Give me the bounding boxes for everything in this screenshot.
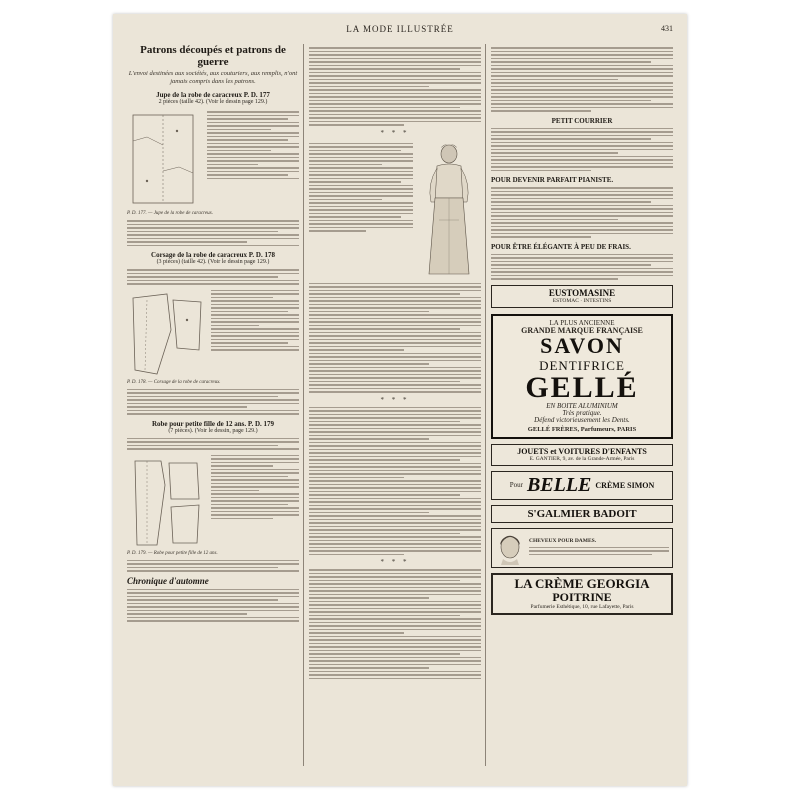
cheveux-title: CHEVEUX POUR DAMES. [529, 537, 597, 544]
patterns-subheading: L'envoi destinées aux sociétés, aux couturiers, aux remplis, n'ont jamais compris dans les patrons. [128, 70, 298, 85]
caption-179: P. D. 179. — Robe pour petite fille de 12 ans. [127, 550, 218, 556]
ad-eustomasine [491, 285, 673, 308]
section-177-sub: 2 pièces (taille 42). (Voir le dessin page 129.) [158, 99, 268, 105]
caption-178: P. D. 178. — Corsage de la robe de caracreux. [127, 379, 221, 385]
fashion-figure-illustration [417, 140, 481, 280]
section-177-title: Jupe de la robe de caracreux P. D. 177 [156, 91, 270, 99]
text-block [309, 143, 413, 232]
section-178-sub: (3 pièces) (taille 42). (Voir le dessin page 129.) [156, 259, 270, 265]
ad-creme-georgia [491, 573, 673, 615]
creme-simon-text: CRÈME SIMON [595, 480, 655, 490]
ad-savon-gelle [491, 314, 673, 439]
text-block [211, 290, 299, 351]
column-middle [309, 44, 481, 681]
text-block [127, 560, 299, 572]
text-block [491, 128, 673, 172]
section-178-title: Corsage de la robe de caracreux P. D. 178 [151, 251, 275, 259]
chronique-heading: Chronique d'automne [127, 575, 209, 586]
page-header [113, 24, 687, 38]
parfumerie-text: Parfumerie Esthétique, 10, rue Lafayette, Paris [530, 603, 634, 610]
eustomasine-title: EUSTOMASINE [548, 287, 616, 298]
gelle-pratique: Très pratique. [562, 408, 602, 417]
text-block [127, 269, 299, 285]
pour-text: Pour [509, 480, 523, 489]
section-divider: * * * [380, 558, 410, 566]
caption-177: P. D. 177. — Jupe de la robe de caracreux. [127, 211, 214, 216]
text-block [491, 187, 673, 238]
gelle-brand-line: GRANDE MARQUE FRANÇAISE [521, 325, 643, 335]
pattern-diagram-177 [127, 111, 203, 211]
text-block [127, 438, 299, 450]
ad-creme-simon [491, 471, 673, 500]
gelle-text: GELLÉ [525, 370, 639, 404]
pattern-diagram-179 [127, 455, 207, 551]
gelle-freres: GELLÉ FRÈRES, Parfumeurs, PARIS [527, 425, 637, 433]
text-block [309, 569, 481, 679]
gelle-top-line: LA PLUS ANCIENNE [549, 318, 615, 327]
text-block [211, 455, 299, 520]
section-divider: * * * [380, 395, 410, 404]
frais-heading: POUR ÊTRE ÉLÉGANTE À PEU DE FRAIS. [491, 242, 631, 251]
text-block [491, 254, 673, 280]
text-block [207, 111, 299, 179]
pianiste-heading: POUR DEVENIR PARFAIT PIANISTE. [491, 176, 614, 184]
st-galmier-text: S'GALMIER BADOIT [527, 507, 637, 520]
newspaper-page [113, 14, 687, 786]
ad-st-galmier [491, 505, 673, 523]
text-block [127, 589, 299, 622]
gelle-boite: EN BOITE ALUMINIUM [546, 401, 618, 410]
text-block [309, 47, 481, 126]
poitrine-text: POITRINE [552, 589, 612, 604]
patterns-heading: Patrons découpés et patrons de guerre [140, 44, 286, 68]
jouets-title: JOUETS et VOITURES D'ENFANTS [517, 446, 647, 456]
creme-georgia-text: LA CRÈME GEORGIA [514, 575, 650, 591]
hair-portrait-illustration [495, 531, 525, 565]
column-left [127, 44, 299, 624]
section-179-sub: (7 pièces). (Voir le dessin, page 129.) [168, 427, 258, 434]
column-rule-2 [485, 44, 486, 766]
jouets-sub: E. GANTIER, 9, av. de la Grande-Armée, Paris [529, 455, 635, 462]
savon-text: SAVON [540, 332, 624, 358]
column-right [491, 44, 673, 615]
text-block [491, 47, 673, 112]
pattern-diagram-178 [127, 290, 207, 380]
journal-title: LA MODE ILLUSTRÉE [346, 24, 454, 34]
petit-courrier-heading: PETIT COURRIER [551, 116, 613, 125]
dentifrice-text: DENTIFRICE [539, 357, 625, 373]
eustomasine-sub: ESTOMAC · INTESTINS [552, 297, 612, 304]
text-block [127, 220, 299, 246]
text-block [127, 389, 299, 415]
gelle-defend: Défend victorieusement les Dents. [534, 415, 630, 424]
section-divider: * * * [380, 128, 410, 137]
column-rule-1 [303, 44, 304, 766]
ad-jouets [491, 444, 673, 466]
ad-cheveux [491, 528, 673, 568]
text-block [309, 283, 481, 393]
text-block [309, 407, 481, 556]
belle-text: BELLE [526, 473, 592, 496]
section-179-title: Robe pour petite fille de 12 ans. P. D. 179 [151, 419, 275, 428]
page-number: 431 [661, 24, 673, 33]
